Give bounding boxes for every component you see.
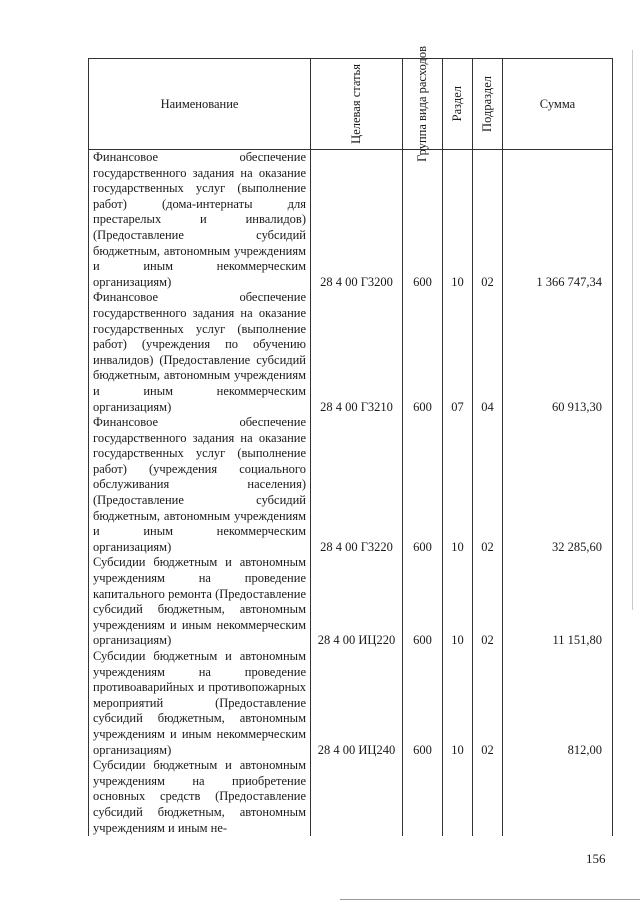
row-subsection: 02 — [473, 150, 503, 291]
row-name: Субсидии бюджетным и автономным учреждениям на проведение капитального ремонта (Предоставление субсидий бюджетным, автономным учреждениям и иным некоммерческим организациям) — [89, 555, 311, 649]
row-target: 28 4 00 Г3200 — [311, 150, 403, 291]
row-sum — [503, 758, 613, 836]
row-group: 600 — [403, 290, 443, 415]
header-group — [403, 46, 443, 162]
page-number: 156 — [586, 851, 606, 866]
row-group: 600 — [403, 649, 443, 758]
row-sum: 32 285,60 — [503, 415, 613, 555]
row-target — [311, 758, 403, 836]
budget-table — [88, 46, 613, 836]
row-section: 10 — [443, 555, 473, 649]
row-group: 600 — [403, 150, 443, 291]
row-sum: 812,00 — [503, 649, 613, 758]
row-name: Финансовое обеспечение государственного задания на оказание государственных услуг (выполнение работ) (дома-интернаты для престарелых и инвалидов) (Предоставление субсидий бюджетным, автономным учреждениям и иным некоммерческим организациям) — [89, 150, 311, 291]
row-name: Финансовое обеспечение государственного задания на оказание государственных услуг (выполнение работ) (учреждения по обучению инвалидов) (Предоставление субсидий бюджетным, автономным учреждениям и иным некоммерческим организациям) — [89, 290, 311, 415]
row-sum: 11 151,80 — [503, 555, 613, 649]
row-target: 28 4 00 Г3210 — [311, 290, 403, 415]
header-subsection-label: Подраздел — [480, 76, 494, 132]
row-target: 28 4 00 ИЦ240 — [311, 649, 403, 758]
header-section-label: Раздел — [450, 86, 464, 122]
row-section: 10 — [443, 415, 473, 555]
row-sum: 60 913,30 — [503, 290, 613, 415]
table-row — [89, 290, 613, 415]
header-target — [311, 59, 403, 150]
table-row — [89, 150, 613, 291]
table-header-row — [89, 59, 613, 150]
row-target: 28 4 00 ИЦ220 — [311, 555, 403, 649]
row-target: 28 4 00 Г3220 — [311, 415, 403, 555]
row-subsection: 04 — [473, 290, 503, 415]
table-row — [89, 555, 613, 649]
row-group — [403, 758, 443, 836]
header-target-label: Целевая статья — [349, 64, 363, 144]
row-subsection: 02 — [473, 555, 503, 649]
header-subsection — [473, 59, 503, 150]
row-group: 600 — [403, 555, 443, 649]
row-section: 07 — [443, 290, 473, 415]
row-name: Финансовое обеспечение государственного задания на оказание государственных услуг (выполнение работ) (учреждения социального обслуживания населения) (Предоставление субсидий бюджетным, автономным учреждениям и иным некоммерческим организациям) — [89, 415, 311, 555]
row-subsection — [473, 758, 503, 836]
row-subsection: 02 — [473, 649, 503, 758]
table-row — [89, 415, 613, 555]
header-name: Наименование — [89, 59, 311, 150]
header-sum: Сумма — [503, 59, 613, 150]
row-name: Субсидии бюджетным и автономным учреждениям на приобретение основных средств (Предоставление субсидий бюджетным, автономным учреждениям и иным не- — [89, 758, 311, 836]
row-section: 10 — [443, 150, 473, 291]
row-group: 600 — [403, 415, 443, 555]
bottom-rule — [340, 899, 640, 900]
table-row — [89, 649, 613, 758]
header-section — [443, 59, 473, 150]
row-section: 10 — [443, 649, 473, 758]
scan-edge-line — [632, 50, 633, 610]
header-group-label: Группа вида расходов — [415, 46, 429, 162]
row-subsection: 02 — [473, 415, 503, 555]
row-name: Субсидии бюджетным и автономным учреждениям на проведение противоаварийных и противопожарных мероприятий (Предоставление субсидий бюджетным, автономным учреждениям и иным некоммерческим организациям) — [89, 649, 311, 758]
table-row — [89, 758, 613, 836]
row-section — [443, 758, 473, 836]
row-sum: 1 366 747,34 — [503, 150, 613, 291]
